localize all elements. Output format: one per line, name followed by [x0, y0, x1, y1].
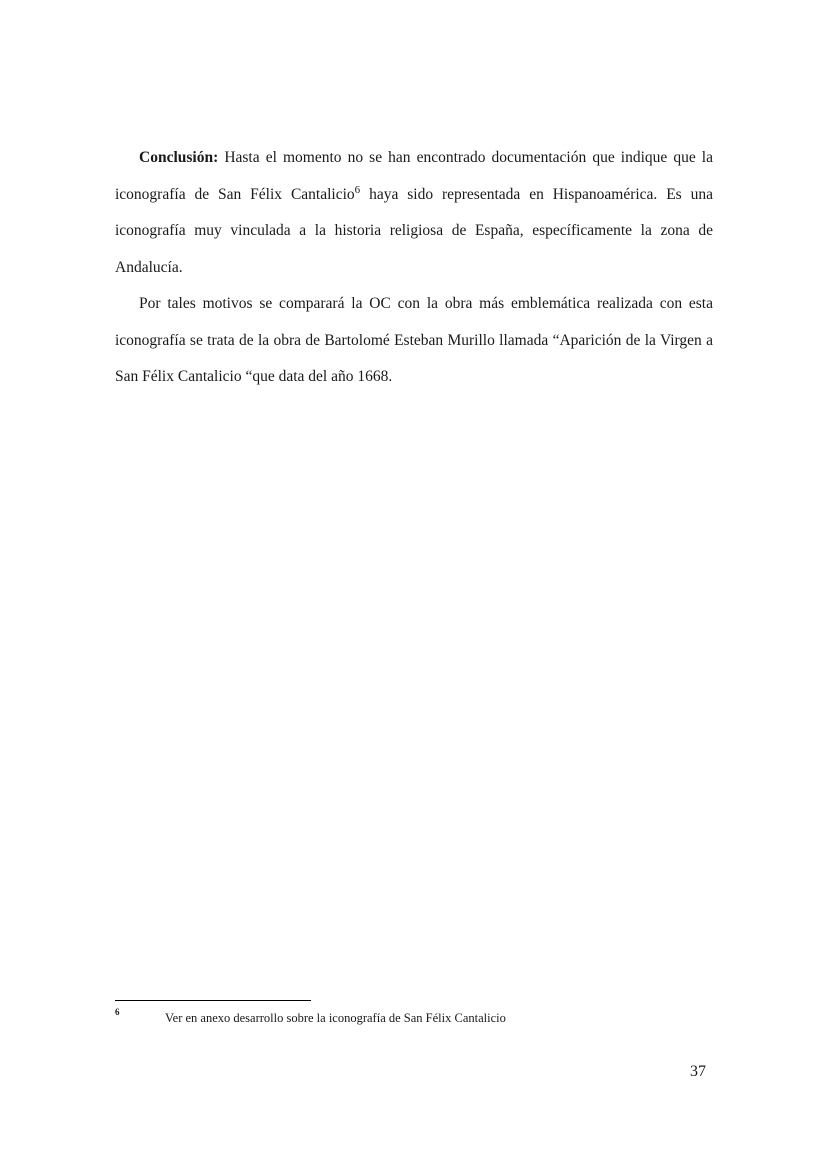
- footnote-number: 6: [115, 1007, 120, 1017]
- paragraph-text-a: Hasta el momento no se han encontrado documentación que indique que la iconografía de San Félix Cantalicio: [115, 149, 713, 203]
- paragraph-conclusion: [115, 140, 713, 286]
- conclusion-label: Conclusión:: [139, 149, 219, 166]
- main-text: [115, 140, 713, 396]
- footnote-reference[interactable]: 6: [354, 183, 361, 196]
- paragraph-motives: Por tales motivos se comparará la OC con la obra más emblemática realizada con esta iconografía se trata de la obra de Bartolomé Esteban Murillo llamada “Aparición de la Virgen a San Félix Cantalicio “que data del año 1668.: [115, 295, 713, 385]
- paragraph-text-b: haya sido representada en Hispanoamérica. Es una iconografía muy vinculada a la historia religiosa de España, específicamente la zona de Andalucía.: [115, 185, 713, 276]
- footnote-separator: [115, 1000, 311, 1001]
- footnote-text: Ver en anexo desarrollo sobre la iconografía de San Félix Cantalicio: [165, 1011, 506, 1025]
- page-number: 37: [690, 1063, 706, 1080]
